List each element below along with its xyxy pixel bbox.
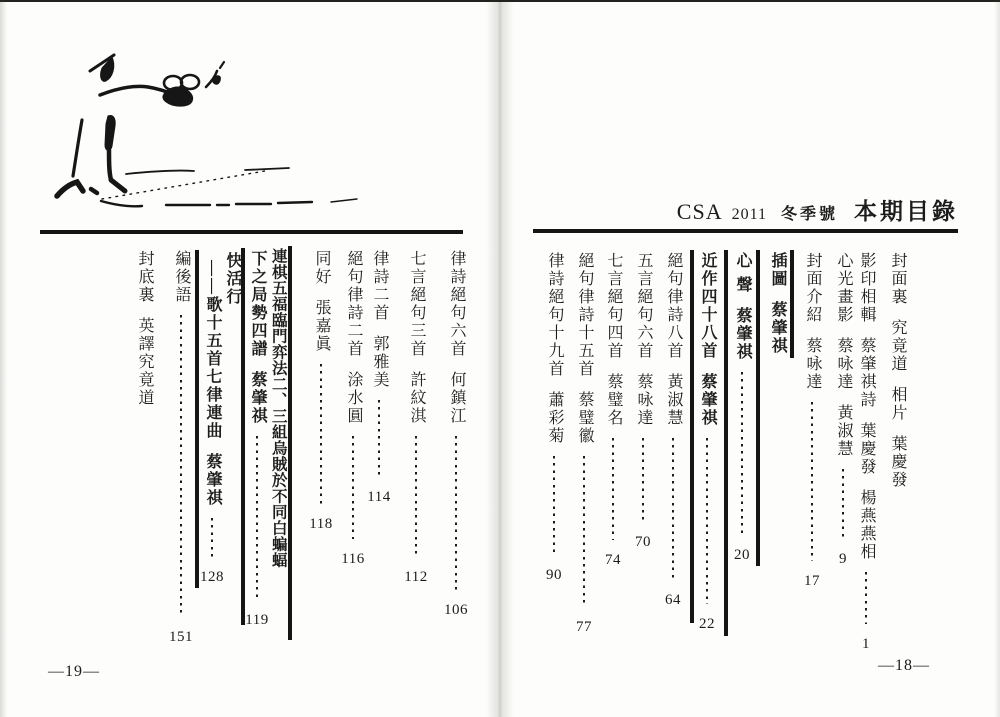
toc-entry [444, 250, 468, 618]
entry-author: 何鎮江 [448, 371, 465, 425]
entry-title: 封面介紹 [804, 252, 821, 324]
entry-author: 葉慶發 [889, 435, 906, 489]
entry-title: 封底裏 [136, 250, 153, 304]
entry-author: 黃淑慧 [665, 373, 682, 427]
entry-title: 絕句律詩二首 [345, 250, 362, 358]
entry-title: 同好 [313, 250, 330, 286]
leader-dots [256, 436, 259, 600]
toc-entry-line1 [266, 248, 290, 568]
entry-title: 律詩絕句十九首 [546, 252, 563, 378]
toc-entry [765, 252, 789, 355]
scan-left-edge [0, 0, 7, 717]
leader-dots [455, 436, 458, 590]
entry-page-number: 118 [309, 516, 333, 532]
entry-page-number: 116 [341, 551, 365, 567]
entry-page-number: 17 [804, 573, 820, 589]
ink-sketch [30, 40, 360, 230]
leader-dots [352, 436, 355, 539]
leader-dots [706, 438, 709, 604]
left-page-number: —19— [48, 663, 100, 680]
leader-dots [741, 372, 744, 535]
toc-entry [831, 252, 855, 567]
entry-page-number: 22 [699, 616, 715, 632]
entry-page-number: 106 [444, 602, 468, 618]
entry-author: 郭雅美 [371, 335, 388, 389]
journal-name: CSA [676, 199, 723, 224]
entry-page-number: 90 [546, 567, 562, 583]
entry-subtitle: 究竟道 [889, 319, 906, 373]
toc-entry [542, 252, 566, 583]
entry-title: 律詩絕句六首 [448, 250, 465, 358]
entry-title: 七言絕句三首 [408, 250, 425, 358]
emphasis-rule [724, 250, 728, 636]
entry-author: 葉慶發 [858, 422, 875, 476]
toc-entry [800, 252, 824, 589]
leader-dots [672, 438, 675, 580]
entry-title: 編後語 [173, 250, 190, 304]
entry-page-number: 151 [169, 629, 193, 645]
entry-page-number: 74 [605, 552, 621, 568]
toc-entry [730, 252, 754, 563]
entry-title: 五言絕句六首 [635, 252, 652, 360]
entry-title: 近作四十八首 [699, 252, 716, 360]
toc-entry [885, 252, 909, 489]
toc-entry [572, 252, 596, 635]
entry-title: 快活行 [224, 252, 241, 306]
leader-dots [811, 402, 814, 561]
leader-dots [320, 364, 323, 504]
entry-page-number: 64 [665, 592, 681, 608]
leader-dots [553, 456, 556, 555]
entry-page-number: 70 [635, 534, 651, 550]
entry-author: 許紋淇 [408, 371, 425, 425]
toc-title: 本期目錄 [854, 199, 958, 224]
entry-author: 蔡肇祺 [769, 301, 786, 355]
entry-page-number: 77 [576, 619, 592, 635]
emphasis-rule [690, 250, 694, 623]
entry-author: 黃淑慧 [835, 404, 852, 458]
emphasis-rule [756, 250, 760, 566]
leader-dots [211, 518, 214, 557]
toc-entry [169, 250, 193, 645]
entry-title: 律詩二首 [371, 250, 388, 322]
toc-entry [404, 250, 428, 585]
entry-author: 蔡璧名 [605, 373, 622, 427]
page-gutter [486, 2, 514, 717]
left-page-header-rule [40, 230, 463, 234]
issue-year: 2011 [731, 206, 767, 223]
entry-subtitle: 相片 [889, 386, 906, 422]
entry-title: 連棋五福臨門弈法二、三組烏賊於不同白蝙蝠 [269, 248, 287, 568]
leader-dots [415, 436, 418, 557]
toc-entry [309, 250, 333, 532]
entry-subtitle: 蔡肇祺詩 [858, 337, 875, 409]
leader-dots [842, 469, 845, 539]
toc-entry [132, 250, 156, 407]
leader-dots [642, 438, 645, 522]
entry-author: 蔡肇祺 [249, 371, 266, 425]
entry-author: 張嘉眞 [313, 299, 330, 353]
right-page-number: —18— [878, 657, 930, 674]
entry-author: 涂水圓 [345, 371, 362, 425]
toc-entry-line2 [245, 250, 269, 628]
entry-title: 七言絕句四首 [605, 252, 622, 360]
issue-header [533, 193, 958, 226]
entry-title: 絕句律詩十五首 [576, 252, 593, 378]
entry-page-number: 112 [404, 569, 428, 585]
entry-page-number: 1 [862, 636, 870, 652]
entry-page-number: 9 [839, 551, 847, 567]
entry-subtitle: ——歌十五首七律連曲 [204, 260, 221, 440]
entry-title: 影印相輯 [858, 252, 875, 324]
entry-author: 英譯究竟道 [136, 317, 153, 407]
entry-author: 蔡咏達 [804, 337, 821, 391]
entry-author: 蔡肇祺 [699, 373, 716, 427]
toc-entry [341, 250, 365, 567]
toc-entry [661, 252, 685, 608]
toc-entry [695, 252, 719, 632]
entry-title: 下之局勢四譜 [249, 250, 266, 358]
right-page-header-rule [533, 229, 958, 233]
entry-page-number: 20 [734, 547, 750, 563]
entry-author: 蔡肇祺 [734, 307, 751, 361]
entry-title: 心光畫影 [835, 252, 852, 324]
leader-dots [865, 572, 868, 624]
entry-author: 蔡咏達 [835, 337, 852, 391]
emphasis-rule [195, 250, 199, 588]
toc-entry [631, 252, 655, 550]
entry-author: 蔡咏達 [635, 373, 652, 427]
entry-author: 蔡璧徽 [576, 391, 593, 445]
leader-dots [612, 438, 615, 540]
entry-title: 插圖 [769, 252, 786, 288]
leader-dots [378, 400, 381, 477]
entry-author: 蕭彩菊 [546, 391, 563, 445]
entry-title: 心 聲 [734, 252, 751, 294]
issue-season: 冬季號 [780, 206, 838, 223]
toc-entry [854, 252, 878, 652]
toc-entry [367, 250, 391, 505]
entry-author: 蔡肇祺 [204, 453, 221, 507]
entry-author: 楊燕燕相 [858, 489, 875, 561]
entry-page-number: 128 [200, 569, 224, 585]
leader-dots [180, 315, 183, 617]
emphasis-rule [790, 250, 794, 358]
toc-entry-line2 [200, 260, 224, 585]
toc-entry [601, 252, 625, 568]
entry-page-number: 119 [245, 612, 269, 628]
leader-dots [583, 456, 586, 607]
entry-title: 封面裏 [889, 252, 906, 306]
entry-title: 絕句律詩八首 [665, 252, 682, 360]
entry-page-number: 114 [367, 489, 391, 505]
scan-right-edge [994, 0, 1000, 717]
